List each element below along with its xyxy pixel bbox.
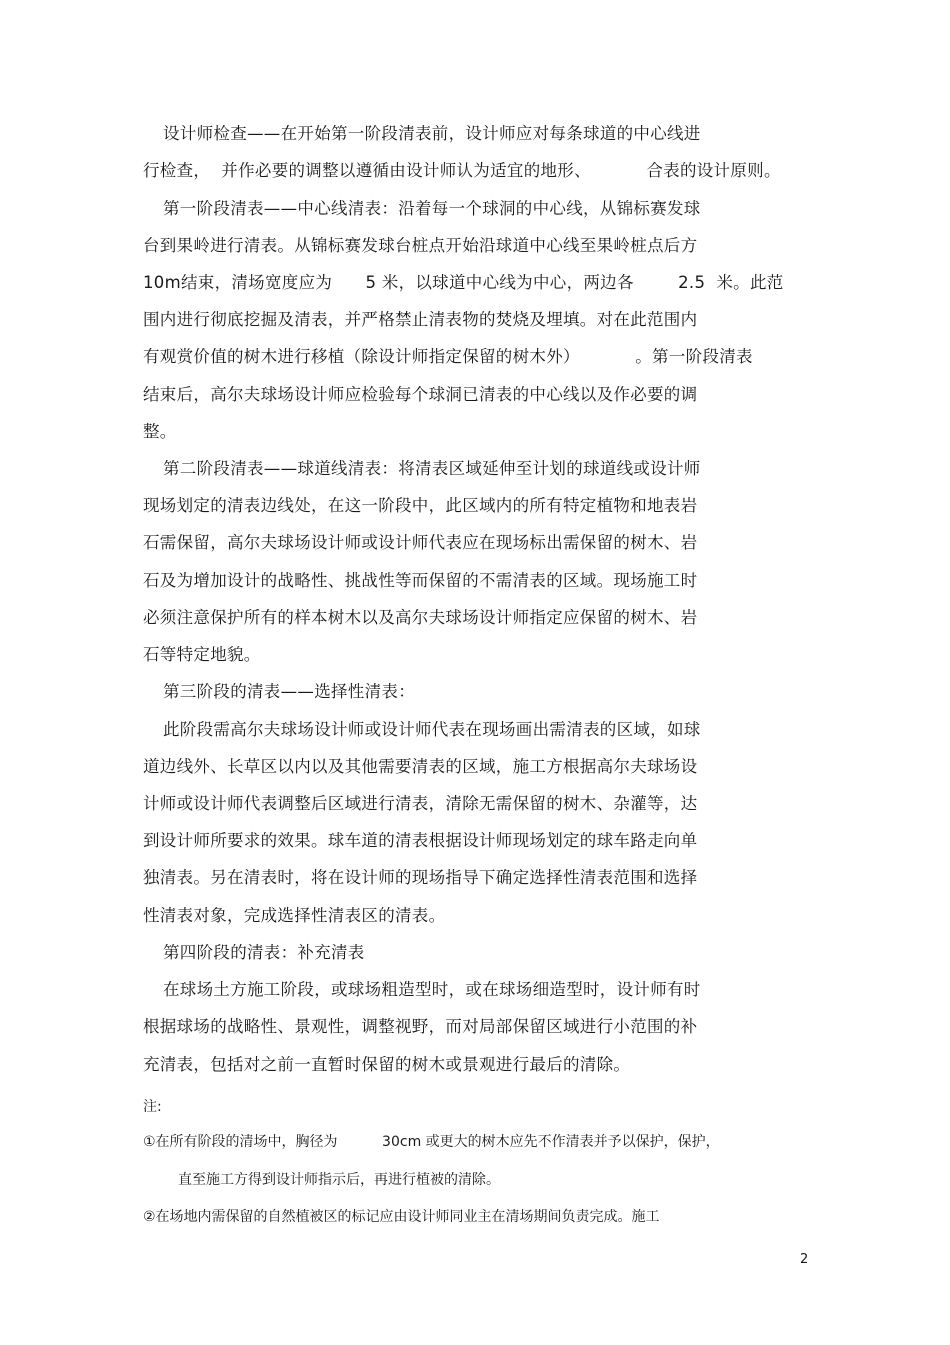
paragraph-line: 性清表对象，完成选择性清表区的清表。: [143, 906, 446, 925]
paragraph-line: 道边线外、长草区以内以及其他需要清表的区域，施工方根据高尔夫球场设: [143, 757, 698, 776]
paragraph-line: 在球场土方施工阶段，或球场粗造型时，或在球场细造型时，设计师有时: [163, 980, 701, 999]
note-heading: 注:: [143, 1099, 162, 1115]
paragraph-line: 计师或设计师代表调整后区域进行清表，清除无需保留的树木、杂灌等，达: [143, 794, 698, 813]
paragraph-line: 围内进行彻底挖掘及清表，并严格禁止清表物的焚烧及埋填。对在此范围内: [143, 310, 698, 329]
paragraph-line: 充清表，包括对之前一直暂时保留的树木或景观进行最后的清除。: [143, 1055, 631, 1074]
paragraph-line: 石需保留，高尔夫球场设计师或设计师代表应在现场标出需保留的树木、岩: [143, 533, 698, 552]
paragraph-line: 现场划定的清表边线处，在这一阶段中，此区域内的所有特定植物和地表岩: [143, 496, 698, 515]
paragraph-line: 必须注意保护所有的样本树木以及高尔夫球场设计师指定应保留的树木、岩: [143, 608, 698, 627]
paragraph-line: 石及为增加设计的战略性、挑战性等而保留的不需清表的区域。现场施工时: [143, 571, 698, 590]
page-number: 2: [800, 1252, 809, 1267]
paragraph-line: 设计师检查——在开始第一阶段清表前，设计师应对每条球道的中心线进: [163, 124, 701, 143]
paragraph-line: 行检查， 并作必要的调整以遵循由设计师认为适宜的地形、 合表的设计原则。: [143, 161, 781, 180]
paragraph-line: 第一阶段清表——中心线清表：沿着每一个球洞的中心线，从锦标赛发球: [163, 199, 701, 218]
paragraph-line: 第四阶段的清表：补充清表: [163, 943, 365, 962]
paragraph-line: 独清表。另在清表时，将在设计师的现场指导下确定选择性清表范围和选择: [143, 868, 698, 887]
paragraph-line: 根据球场的战略性、景观性，调整视野，而对局部保留区域进行小范围的补: [143, 1017, 698, 1036]
paragraph-line: 整。: [143, 422, 177, 441]
paragraph-line: 有观赏价值的树木进行移植（除设计师指定保留的树木外） 。第一阶段清表: [143, 347, 753, 366]
paragraph-line: 结束后，高尔夫球场设计师应检验每个球洞已清表的中心线以及作必要的调: [143, 385, 698, 404]
paragraph-line: 到设计师所要求的效果。球车道的清表根据设计师现场划定的球车路走向单: [143, 831, 698, 850]
paragraph-line: 第三阶段的清表——选择性清表：: [163, 682, 415, 701]
note-line: ①在所有阶段的清场中，胸径为 30cm 或更大的树木应先不作清表并予以保护，保护，: [143, 1134, 720, 1150]
paragraph-line: 此阶段需高尔夫球场设计师或设计师代表在现场画出需清表的区域，如球: [163, 720, 701, 739]
note-line: 直至施工方得到设计师指示后，再进行植被的清除。: [178, 1172, 500, 1188]
paragraph-line: 石等特定地貌。: [143, 645, 261, 664]
note-line: ②在场地内需保留的自然植被区的标记应由设计师同业主在清场期间负责完成。施工: [143, 1209, 660, 1225]
paragraph-line: 第二阶段清表——球道线清表：将清表区域延伸至计划的球道线或设计师: [163, 459, 701, 478]
paragraph-line: 10m结束，清场宽度应为 5 米，以球道中心线为中心，两边各 2.5 米。此范: [143, 273, 784, 292]
paragraph-line: 台到果岭进行清表。从锦标赛发球台桩点开始沿球道中心线至果岭桩点后方: [143, 236, 698, 255]
